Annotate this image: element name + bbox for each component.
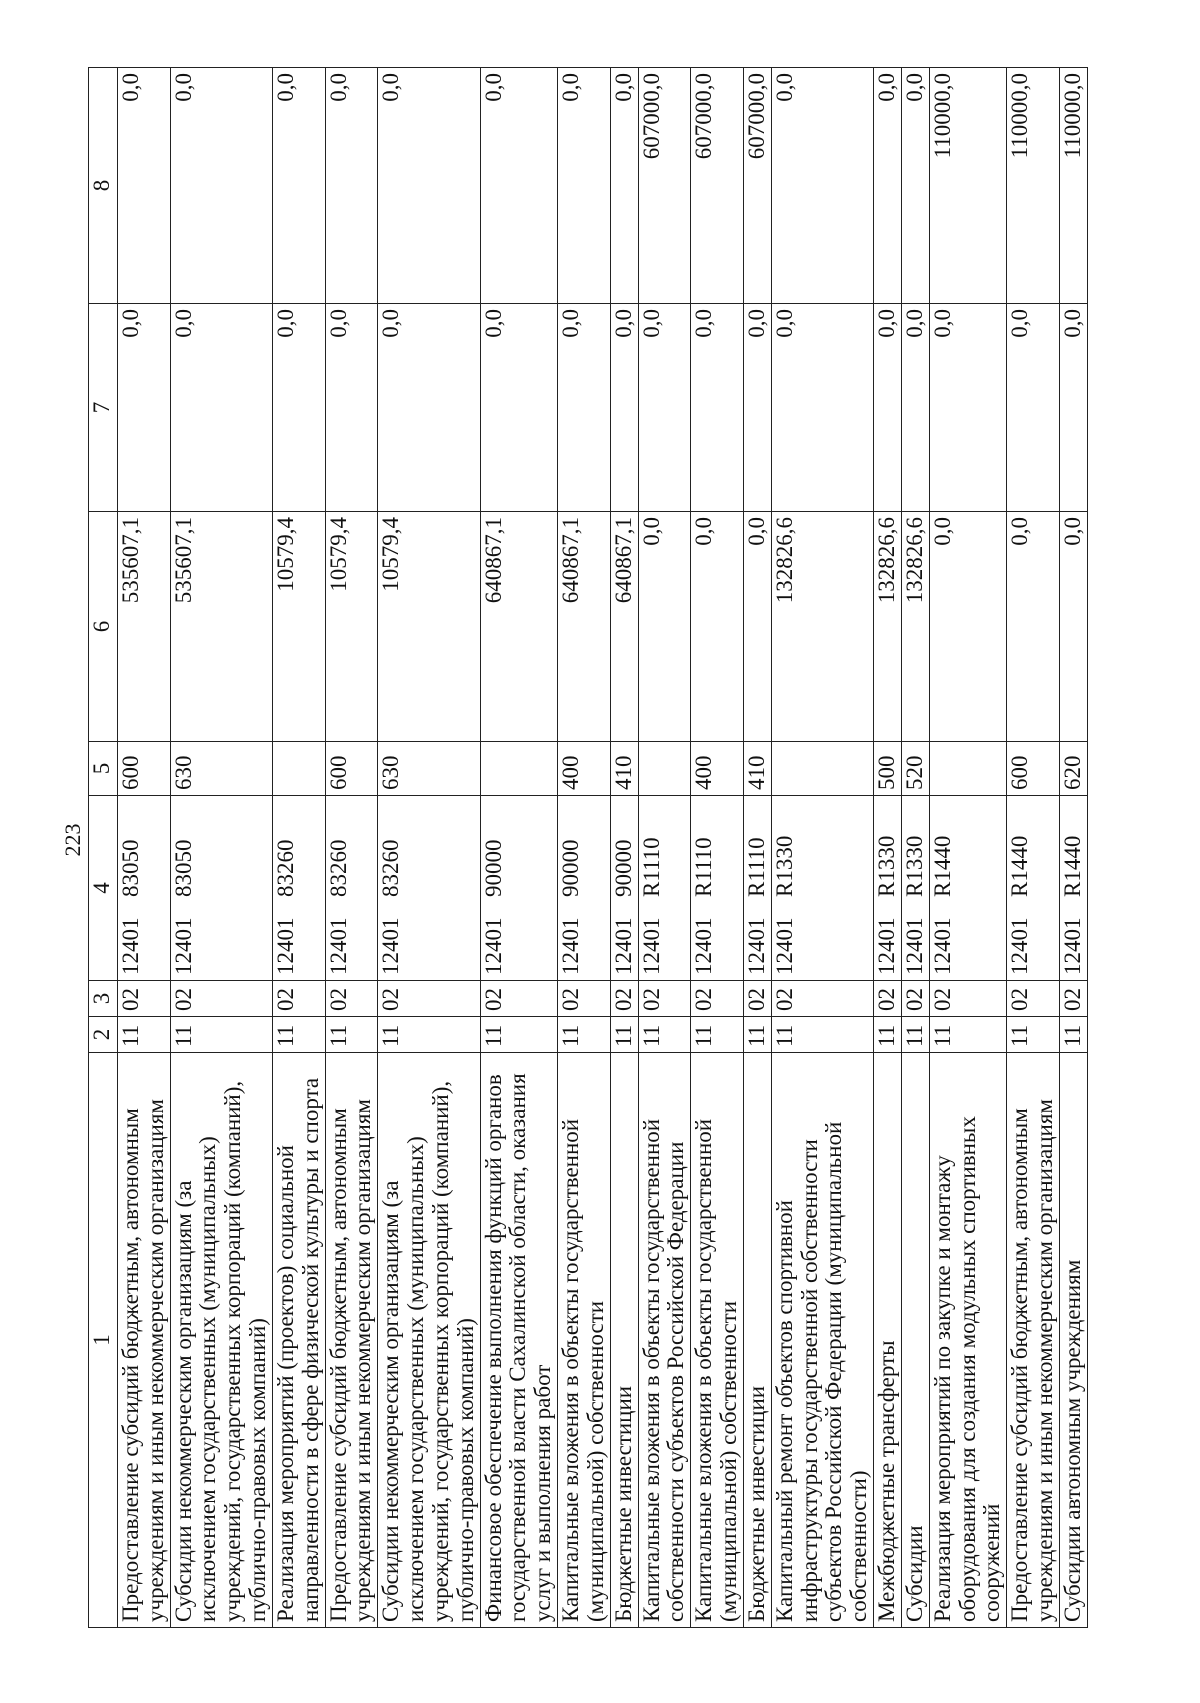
row-subsection: 02 xyxy=(272,981,325,1017)
row-target-article xyxy=(771,796,873,981)
row-amount-col7: 0,0 xyxy=(325,304,378,512)
row-expense-type xyxy=(638,742,691,796)
program-code: 12401 xyxy=(874,917,900,975)
row-subsection: 02 xyxy=(1007,981,1060,1017)
row-section: 11 xyxy=(874,1017,902,1053)
row-section: 11 xyxy=(480,1017,557,1053)
program-code: 12401 xyxy=(610,917,636,975)
header-col-2: 2 xyxy=(89,1017,118,1053)
row-amount-col6: 132826,6 xyxy=(771,512,873,742)
program-code: 12401 xyxy=(272,917,298,975)
program-code: 12401 xyxy=(480,917,506,975)
row-name: Бюджетные инвестиции xyxy=(743,1053,771,1628)
row-subsection: 02 xyxy=(610,981,638,1017)
row-amount-col8: 110000,0 xyxy=(929,68,1006,304)
row-target-article xyxy=(558,796,611,981)
direction-code: 83050 xyxy=(170,839,196,897)
row-amount-col8: 0,0 xyxy=(480,68,557,304)
row-name: Капитальный ремонт объектов спортивной инфраструктуры государственной собственности субъектов Российской Федерации (муниципальной собственности) xyxy=(771,1053,873,1628)
row-amount-col7: 0,0 xyxy=(743,304,771,512)
row-amount-col7: 0,0 xyxy=(638,304,691,512)
table-body xyxy=(118,68,1088,1628)
program-code: 12401 xyxy=(929,917,955,975)
direction-code: 83260 xyxy=(378,839,404,897)
direction-code: 90000 xyxy=(558,839,584,897)
program-code: 12401 xyxy=(901,917,927,975)
row-amount-col7: 0,0 xyxy=(170,304,272,512)
row-target-article xyxy=(118,796,171,981)
header-col-8: 8 xyxy=(89,68,118,304)
program-code: 12401 xyxy=(558,917,584,975)
table-row xyxy=(118,68,171,1628)
row-name: Капитальные вложения в объекты государственной собственности субъектов Российской Федерации xyxy=(638,1053,691,1628)
row-expense-type: 600 xyxy=(118,742,171,796)
row-amount-col6: 10579,4 xyxy=(378,512,480,742)
table-row xyxy=(638,68,691,1628)
table-row xyxy=(610,68,638,1628)
row-amount-col8: 0,0 xyxy=(558,68,611,304)
row-section: 11 xyxy=(929,1017,1006,1053)
row-expense-type: 400 xyxy=(558,742,611,796)
table-row xyxy=(929,68,1006,1628)
row-amount-col7: 0,0 xyxy=(691,304,744,512)
direction-code: R1330 xyxy=(771,835,797,897)
row-expense-type: 620 xyxy=(1059,742,1087,796)
row-name: Финансовое обеспечение выполнения функций органов государственной власти Сахалинской области, оказания услуг и выполнения работ xyxy=(480,1053,557,1628)
row-amount-col8: 0,0 xyxy=(901,68,929,304)
rotated-content xyxy=(60,68,1118,1628)
row-subsection: 02 xyxy=(118,981,171,1017)
page-number: 223 xyxy=(60,823,85,857)
row-amount-col6: 535607,1 xyxy=(170,512,272,742)
row-amount-col7: 0,0 xyxy=(272,304,325,512)
row-expense-type: 400 xyxy=(691,742,744,796)
row-amount-col6: 0,0 xyxy=(929,512,1006,742)
row-amount-col8: 607000,0 xyxy=(691,68,744,304)
direction-code: 90000 xyxy=(480,839,506,897)
row-amount-col8: 110000,0 xyxy=(1007,68,1060,304)
row-amount-col7: 0,0 xyxy=(558,304,611,512)
program-code: 12401 xyxy=(325,917,351,975)
row-subsection: 02 xyxy=(691,981,744,1017)
row-subsection: 02 xyxy=(170,981,272,1017)
row-section: 11 xyxy=(170,1017,272,1053)
table-row xyxy=(1059,68,1087,1628)
row-expense-type xyxy=(771,742,873,796)
row-section: 11 xyxy=(1059,1017,1087,1053)
table-row xyxy=(378,68,480,1628)
row-name: Реализация мероприятий по закупке и монтажу оборудования для создания модульных спортивных сооружений xyxy=(929,1053,1006,1628)
direction-code: R1440 xyxy=(929,835,955,897)
row-name: Предоставление субсидий бюджетным, автономным учреждениям и иным некоммерческим организациям xyxy=(1007,1053,1060,1628)
direction-code: R1110 xyxy=(743,837,769,897)
row-name: Реализация мероприятий (проектов) социальной направленности в сфере физической культуры и спорта xyxy=(272,1053,325,1628)
row-amount-col6: 132826,6 xyxy=(874,512,902,742)
row-target-article xyxy=(874,796,902,981)
row-target-article xyxy=(480,796,557,981)
row-subsection: 02 xyxy=(771,981,873,1017)
row-amount-col8: 0,0 xyxy=(170,68,272,304)
row-name: Предоставление субсидий бюджетным, автономным учреждениям и иным некоммерческим организациям xyxy=(118,1053,171,1628)
table-row xyxy=(272,68,325,1628)
program-code: 12401 xyxy=(771,917,797,975)
program-code: 12401 xyxy=(638,917,664,975)
header-col-6: 6 xyxy=(89,512,118,742)
row-target-article xyxy=(901,796,929,981)
table-row xyxy=(325,68,378,1628)
row-amount-col8: 0,0 xyxy=(272,68,325,304)
row-amount-col8: 110000,0 xyxy=(1059,68,1087,304)
row-subsection: 02 xyxy=(378,981,480,1017)
row-target-article xyxy=(1059,796,1087,981)
row-section: 11 xyxy=(272,1017,325,1053)
direction-code: R1440 xyxy=(1059,835,1085,897)
direction-code: R1440 xyxy=(1007,835,1033,897)
program-code: 12401 xyxy=(378,917,404,975)
direction-code: R1110 xyxy=(638,837,664,897)
row-target-article xyxy=(325,796,378,981)
header-col-5: 5 xyxy=(89,742,118,796)
row-subsection: 02 xyxy=(743,981,771,1017)
table-row xyxy=(743,68,771,1628)
row-amount-col8: 0,0 xyxy=(771,68,873,304)
row-amount-col6: 10579,4 xyxy=(325,512,378,742)
row-amount-col6: 0,0 xyxy=(743,512,771,742)
header-col-4: 4 xyxy=(89,796,118,981)
row-amount-col6: 10579,4 xyxy=(272,512,325,742)
direction-code: 83050 xyxy=(118,839,143,897)
row-amount-col7: 0,0 xyxy=(771,304,873,512)
row-target-article xyxy=(638,796,691,981)
row-target-article xyxy=(378,796,480,981)
row-amount-col8: 0,0 xyxy=(325,68,378,304)
program-code: 12401 xyxy=(1007,917,1033,975)
row-amount-col6: 640867,1 xyxy=(558,512,611,742)
header-col-3: 3 xyxy=(89,981,118,1017)
row-amount-col6: 535607,1 xyxy=(118,512,171,742)
row-section: 11 xyxy=(901,1017,929,1053)
direction-code: 83260 xyxy=(325,839,351,897)
row-target-article xyxy=(610,796,638,981)
row-section: 11 xyxy=(691,1017,744,1053)
row-subsection: 02 xyxy=(929,981,1006,1017)
row-amount-col7: 0,0 xyxy=(1059,304,1087,512)
budget-table xyxy=(88,67,1088,1628)
row-amount-col6: 0,0 xyxy=(691,512,744,742)
row-subsection: 02 xyxy=(901,981,929,1017)
row-section: 11 xyxy=(118,1017,171,1053)
row-subsection: 02 xyxy=(1059,981,1087,1017)
header-col-7: 7 xyxy=(89,304,118,512)
table-row xyxy=(170,68,272,1628)
row-subsection: 02 xyxy=(638,981,691,1017)
row-name: Субсидии автономным учреждениям xyxy=(1059,1053,1087,1628)
row-target-article xyxy=(743,796,771,981)
row-section: 11 xyxy=(325,1017,378,1053)
row-expense-type: 520 xyxy=(901,742,929,796)
row-amount-col8: 0,0 xyxy=(610,68,638,304)
row-name: Капитальные вложения в объекты государственной (муниципальной) собственности xyxy=(691,1053,744,1628)
row-amount-col7: 0,0 xyxy=(118,304,171,512)
row-section: 11 xyxy=(558,1017,611,1053)
row-expense-type xyxy=(929,742,1006,796)
row-name: Межбюджетные трансферты xyxy=(874,1053,902,1628)
row-section: 11 xyxy=(743,1017,771,1053)
row-name: Субсидии xyxy=(901,1053,929,1628)
program-code: 12401 xyxy=(1059,917,1085,975)
direction-code: 90000 xyxy=(610,839,636,897)
row-target-article xyxy=(929,796,1006,981)
row-section: 11 xyxy=(771,1017,873,1053)
row-amount-col7: 0,0 xyxy=(874,304,902,512)
direction-code: R1330 xyxy=(901,835,927,897)
table-row xyxy=(558,68,611,1628)
row-amount-col6: 132826,6 xyxy=(901,512,929,742)
row-expense-type xyxy=(480,742,557,796)
row-name: Капитальные вложения в объекты государственной (муниципальной) собственности xyxy=(558,1053,611,1628)
row-expense-type: 630 xyxy=(378,742,480,796)
row-subsection: 02 xyxy=(480,981,557,1017)
row-amount-col7: 0,0 xyxy=(1007,304,1060,512)
row-amount-col6: 640867,1 xyxy=(480,512,557,742)
row-name: Бюджетные инвестиции xyxy=(610,1053,638,1628)
row-amount-col7: 0,0 xyxy=(610,304,638,512)
table-row xyxy=(874,68,902,1628)
row-name: Предоставление субсидий бюджетным, автономным учреждениям и иным некоммерческим организациям xyxy=(325,1053,378,1628)
row-section: 11 xyxy=(378,1017,480,1053)
row-expense-type xyxy=(272,742,325,796)
row-amount-col8: 0,0 xyxy=(378,68,480,304)
row-section: 11 xyxy=(1007,1017,1060,1053)
row-amount-col7: 0,0 xyxy=(378,304,480,512)
row-subsection: 02 xyxy=(325,981,378,1017)
row-target-article xyxy=(170,796,272,981)
table-row xyxy=(1007,68,1060,1628)
row-expense-type: 410 xyxy=(610,742,638,796)
row-section: 11 xyxy=(610,1017,638,1053)
row-amount-col6: 640867,1 xyxy=(610,512,638,742)
row-amount-col7: 0,0 xyxy=(929,304,1006,512)
row-amount-col8: 607000,0 xyxy=(743,68,771,304)
row-amount-col6: 0,0 xyxy=(1059,512,1087,742)
row-name: Субсидии некоммерческим организациям (за исключением государственных (муниципальных) учреждений, государственных корпораций (компаний), публично-правовых компаний) xyxy=(378,1053,480,1628)
row-amount-col6: 0,0 xyxy=(1007,512,1060,742)
row-expense-type: 630 xyxy=(170,742,272,796)
table-row xyxy=(691,68,744,1628)
program-code: 12401 xyxy=(170,917,196,975)
row-expense-type: 500 xyxy=(874,742,902,796)
row-subsection: 02 xyxy=(558,981,611,1017)
row-expense-type: 410 xyxy=(743,742,771,796)
row-expense-type: 600 xyxy=(325,742,378,796)
direction-code: 83260 xyxy=(272,839,298,897)
row-amount-col8: 607000,0 xyxy=(638,68,691,304)
row-amount-col8: 0,0 xyxy=(118,68,171,304)
row-target-article xyxy=(691,796,744,981)
row-subsection: 02 xyxy=(874,981,902,1017)
table-row xyxy=(771,68,873,1628)
direction-code: R1110 xyxy=(691,837,717,897)
header-col-1: 1 xyxy=(89,1053,118,1628)
row-name: Субсидии некоммерческим организациям (за исключением государственных (муниципальных) учреждений, государственных корпораций (компаний), публично-правовых компаний) xyxy=(170,1053,272,1628)
row-target-article xyxy=(1007,796,1060,981)
row-amount-col7: 0,0 xyxy=(480,304,557,512)
table-header-row xyxy=(89,68,118,1628)
row-amount-col8: 0,0 xyxy=(874,68,902,304)
direction-code: R1330 xyxy=(874,835,900,897)
row-amount-col6: 0,0 xyxy=(638,512,691,742)
program-code: 12401 xyxy=(743,917,769,975)
row-target-article xyxy=(272,796,325,981)
program-code: 12401 xyxy=(118,917,143,975)
table-row xyxy=(901,68,929,1628)
table-row xyxy=(480,68,557,1628)
row-amount-col7: 0,0 xyxy=(901,304,929,512)
program-code: 12401 xyxy=(691,917,717,975)
row-expense-type: 600 xyxy=(1007,742,1060,796)
row-section: 11 xyxy=(638,1017,691,1053)
